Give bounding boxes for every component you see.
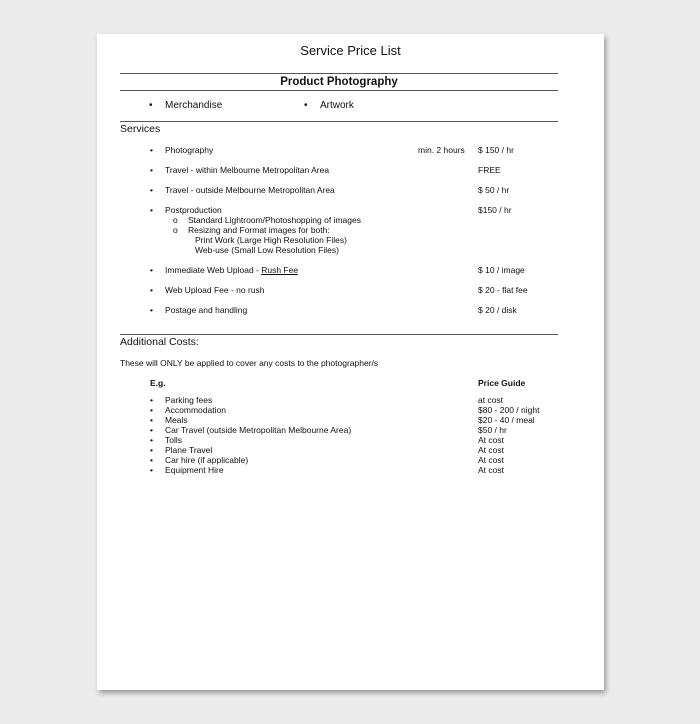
list-bullet: •: [150, 445, 153, 455]
service-price: $ 150 / hr: [478, 145, 514, 155]
service-price: FREE: [478, 165, 501, 175]
cost-price: $80 - 200 / night: [478, 405, 540, 415]
divider: [120, 90, 558, 91]
services-heading: Services: [120, 123, 161, 135]
format-line: Print Work (Large High Resolution Files): [195, 235, 347, 245]
service-name: Postage and handling: [165, 305, 248, 315]
list-bullet: •: [150, 285, 153, 295]
list-bullet: •: [150, 425, 153, 435]
additional-costs-intro: These will ONLY be applied to cover any costs to the photographer/s: [120, 358, 379, 368]
cost-name: Parking fees: [165, 395, 213, 405]
column-header-price-guide: Price Guide: [478, 378, 526, 388]
list-bullet: •: [150, 405, 153, 415]
category-artwork: Artwork: [320, 100, 354, 111]
service-price: $ 20 / disk: [478, 305, 517, 315]
service-name: Web Upload Fee - no rush: [165, 285, 265, 295]
cost-name: Car Travel (outside Metropolitan Melbourne Area): [165, 425, 352, 435]
divider: [120, 121, 558, 122]
additional-costs-heading: Additional Costs:: [120, 336, 199, 348]
list-bullet: •: [150, 205, 153, 215]
category-bullet: •: [304, 100, 308, 111]
divider: [120, 334, 558, 335]
service-name: Postproduction: [165, 205, 222, 215]
divider: [120, 73, 558, 74]
service-name: Immediate Web Upload - Rush Fee: [165, 265, 299, 275]
list-bullet: •: [150, 395, 153, 405]
section-title-product-photography: Product Photography: [280, 76, 398, 88]
column-header-eg: E.g.: [150, 378, 166, 388]
cost-name: Car hire (if applicable): [165, 455, 249, 465]
service-price: $ 20 - flat fee: [478, 285, 528, 295]
service-note: min. 2 hours: [418, 145, 465, 155]
list-bullet: •: [150, 165, 153, 175]
list-bullet: •: [150, 185, 153, 195]
service-name: Travel - within Melbourne Metropolitan Area: [165, 165, 330, 175]
sub-bullet: o: [173, 225, 178, 235]
list-bullet: •: [150, 435, 153, 445]
service-name: Photography: [165, 145, 214, 155]
service-price: $ 10 / image: [478, 265, 525, 275]
service-name: Travel - outside Melbourne Metropolitan Area: [165, 185, 335, 195]
cost-name: Plane Travel: [165, 445, 213, 455]
cost-price: At cost: [478, 435, 504, 445]
list-bullet: •: [150, 465, 153, 475]
list-bullet: •: [150, 145, 153, 155]
rush-fee-link: Rush Fee: [261, 265, 299, 275]
list-bullet: •: [150, 265, 153, 275]
list-bullet: •: [150, 415, 153, 425]
cost-price: $20 - 40 / meal: [478, 415, 535, 425]
cost-price: At cost: [478, 445, 504, 455]
format-line: Web-use (Small Low Resolution Files): [195, 245, 339, 255]
sub-bullet: o: [173, 215, 178, 225]
category-bullet: •: [149, 100, 153, 111]
cost-name: Meals: [165, 415, 188, 425]
cost-price: At cost: [478, 465, 504, 475]
document-page: [97, 34, 604, 690]
service-price: $150 / hr: [478, 205, 512, 215]
postproduction-detail: Resizing and Format images for both:: [188, 225, 330, 235]
cost-price: at cost: [478, 395, 504, 405]
service-price: $ 50 / hr: [478, 185, 510, 195]
cost-price: At cost: [478, 455, 504, 465]
cost-price: $50 / hr: [478, 425, 507, 435]
list-bullet: •: [150, 455, 153, 465]
cost-name: Tolls: [165, 435, 183, 445]
category-merchandise: Merchandise: [165, 100, 223, 111]
cost-name: Equipment Hire: [165, 465, 224, 475]
page-title: Service Price List: [300, 43, 401, 58]
postproduction-detail: Standard Lightroom/Photoshopping of images: [188, 215, 361, 225]
list-bullet: •: [150, 305, 153, 315]
cost-name: Accommodation: [165, 405, 226, 415]
